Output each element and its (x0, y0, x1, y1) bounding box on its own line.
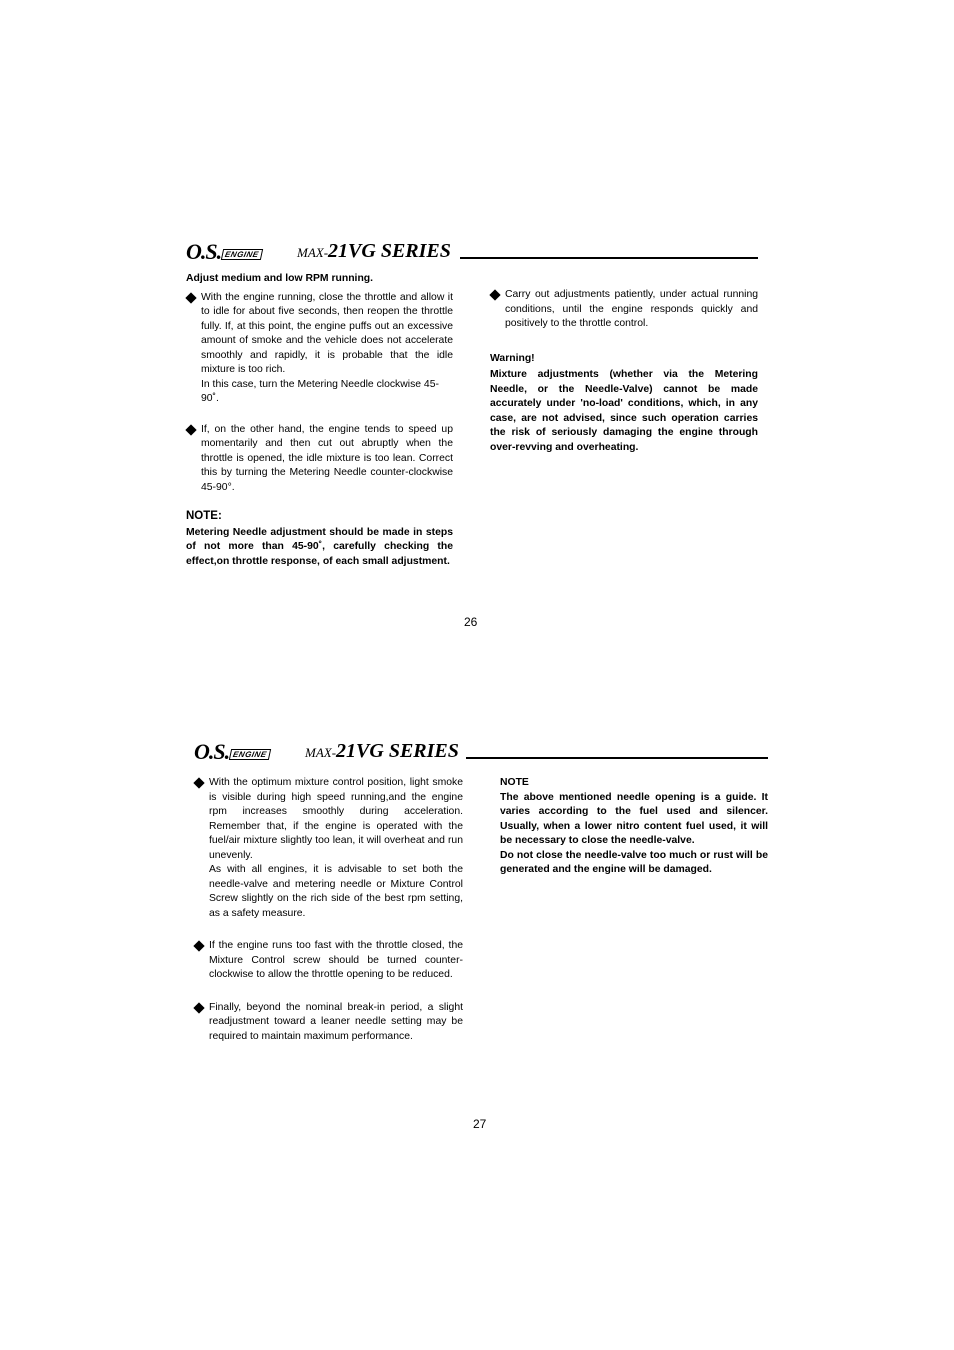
bullet-item (194, 1001, 463, 1045)
diamond-bullet-icon (489, 289, 500, 300)
note-title: NOTE: (186, 510, 222, 522)
os-engine-logo (194, 740, 270, 762)
diamond-bullet-icon (193, 940, 204, 951)
left-column (186, 272, 453, 569)
logo-engine-text: ENGINE (229, 749, 271, 760)
bullet-text: As with all engines, it is advisable to set both the needle-valve and metering needle or Mixture Control Screw slightly on the rich side of the best rpm setting, as a safety measure. (209, 864, 463, 919)
bullet-text: If, on the other hand, the engine tends to speed up momentarily and then cut out abruptly when the throttle is opened, the idle mixture is too lean. Correct this by turning the Metering Needle counter-clockwise 45-90°. (201, 423, 453, 493)
page-number: 27 (473, 1117, 487, 1131)
bullet-item (194, 939, 463, 983)
series-title (305, 739, 459, 765)
bullet-text: With the engine running, close the throttle and allow it to idle for about five seconds, then reopen the throttle fully. If, at this point, the engine puffs out an excessive amount of smoke and the vehicle does not accelerate smoothly and rapidly, it is probable that the idle mixture is too rich. (201, 291, 453, 375)
bullet-text: In this case, turn the Metering Needle clockwise 45-90˚. (201, 378, 439, 404)
bullet-item (194, 776, 463, 921)
logo-engine-text: ENGINE (221, 249, 263, 260)
series-model: 21VG SERIES (336, 740, 459, 762)
right-column (500, 776, 768, 878)
logo-os-text: O.S. (194, 739, 230, 764)
bullet-item (186, 423, 453, 496)
diamond-bullet-icon (193, 1002, 204, 1013)
bullet-text: Carry out adjustments patiently, under actual running conditions, until the engine responds quickly and positively to the throttle control. (505, 289, 758, 329)
series-prefix: MAX- (305, 745, 337, 760)
note-body: Do not close the needle-valve too much or rust will be generated and the engine will be damaged. (500, 849, 768, 875)
logo-os-text: O.S. (186, 239, 222, 264)
warning-title: Warning! (490, 352, 535, 364)
manual-page-26 (186, 238, 758, 638)
page-header (194, 738, 768, 764)
right-column (490, 288, 758, 455)
section-subheading: Adjust medium and low RPM running. (186, 273, 374, 284)
os-engine-logo (186, 240, 262, 262)
page-number: 26 (464, 615, 478, 629)
series-model: 21VG SERIES (328, 240, 451, 262)
bullet-text: With the optimum mixture control position, light smoke is visible during high speed running,and the engine rpm increases smoothly during acceleration. Remember that, if the engine is operated with the fuel/air mixture slightly too lean, it will overheat and run unevenly. (209, 777, 463, 861)
manual-page-27 (194, 738, 768, 1138)
warning-body: Mixture adjustments (whether via the Metering Needle, or the Needle-Valve) cannot be made accurately under 'no-load' conditions, which, in any case, are not advised, since such operation carries the risk of seriously damaging the engine through over-revving and overheating. (490, 369, 758, 453)
bullet-item (186, 291, 453, 407)
diamond-bullet-icon (185, 424, 196, 435)
series-title (297, 239, 451, 265)
header-rule (460, 257, 758, 259)
note-title: NOTE (500, 777, 529, 788)
page-header (186, 238, 758, 264)
diamond-bullet-icon (185, 292, 196, 303)
note-body: Metering Needle adjustment should be made in steps of not more than 45-90˚, carefully checking the effect,on throttle response, of each small adjustment. (186, 526, 453, 567)
note-body: The above mentioned needle opening is a guide. It varies according to the fuel used and silencer. Usually, when a lower nitro content fuel used, it will be necessary to close the needle-valve. (500, 791, 768, 846)
header-rule (466, 757, 768, 759)
series-prefix: MAX- (297, 245, 329, 260)
bullet-text: If the engine runs too fast with the throttle closed, the Mixture Control screw should be turned counter-clockwise to allow the throttle opening to be reduced. (209, 940, 463, 980)
left-column (194, 776, 463, 1058)
diamond-bullet-icon (193, 777, 204, 788)
bullet-item (490, 288, 758, 332)
bullet-text: Finally, beyond the nominal break-in period, a slight readjustment toward a leaner needle setting may be required to maintain maximum performance. (209, 1001, 463, 1042)
